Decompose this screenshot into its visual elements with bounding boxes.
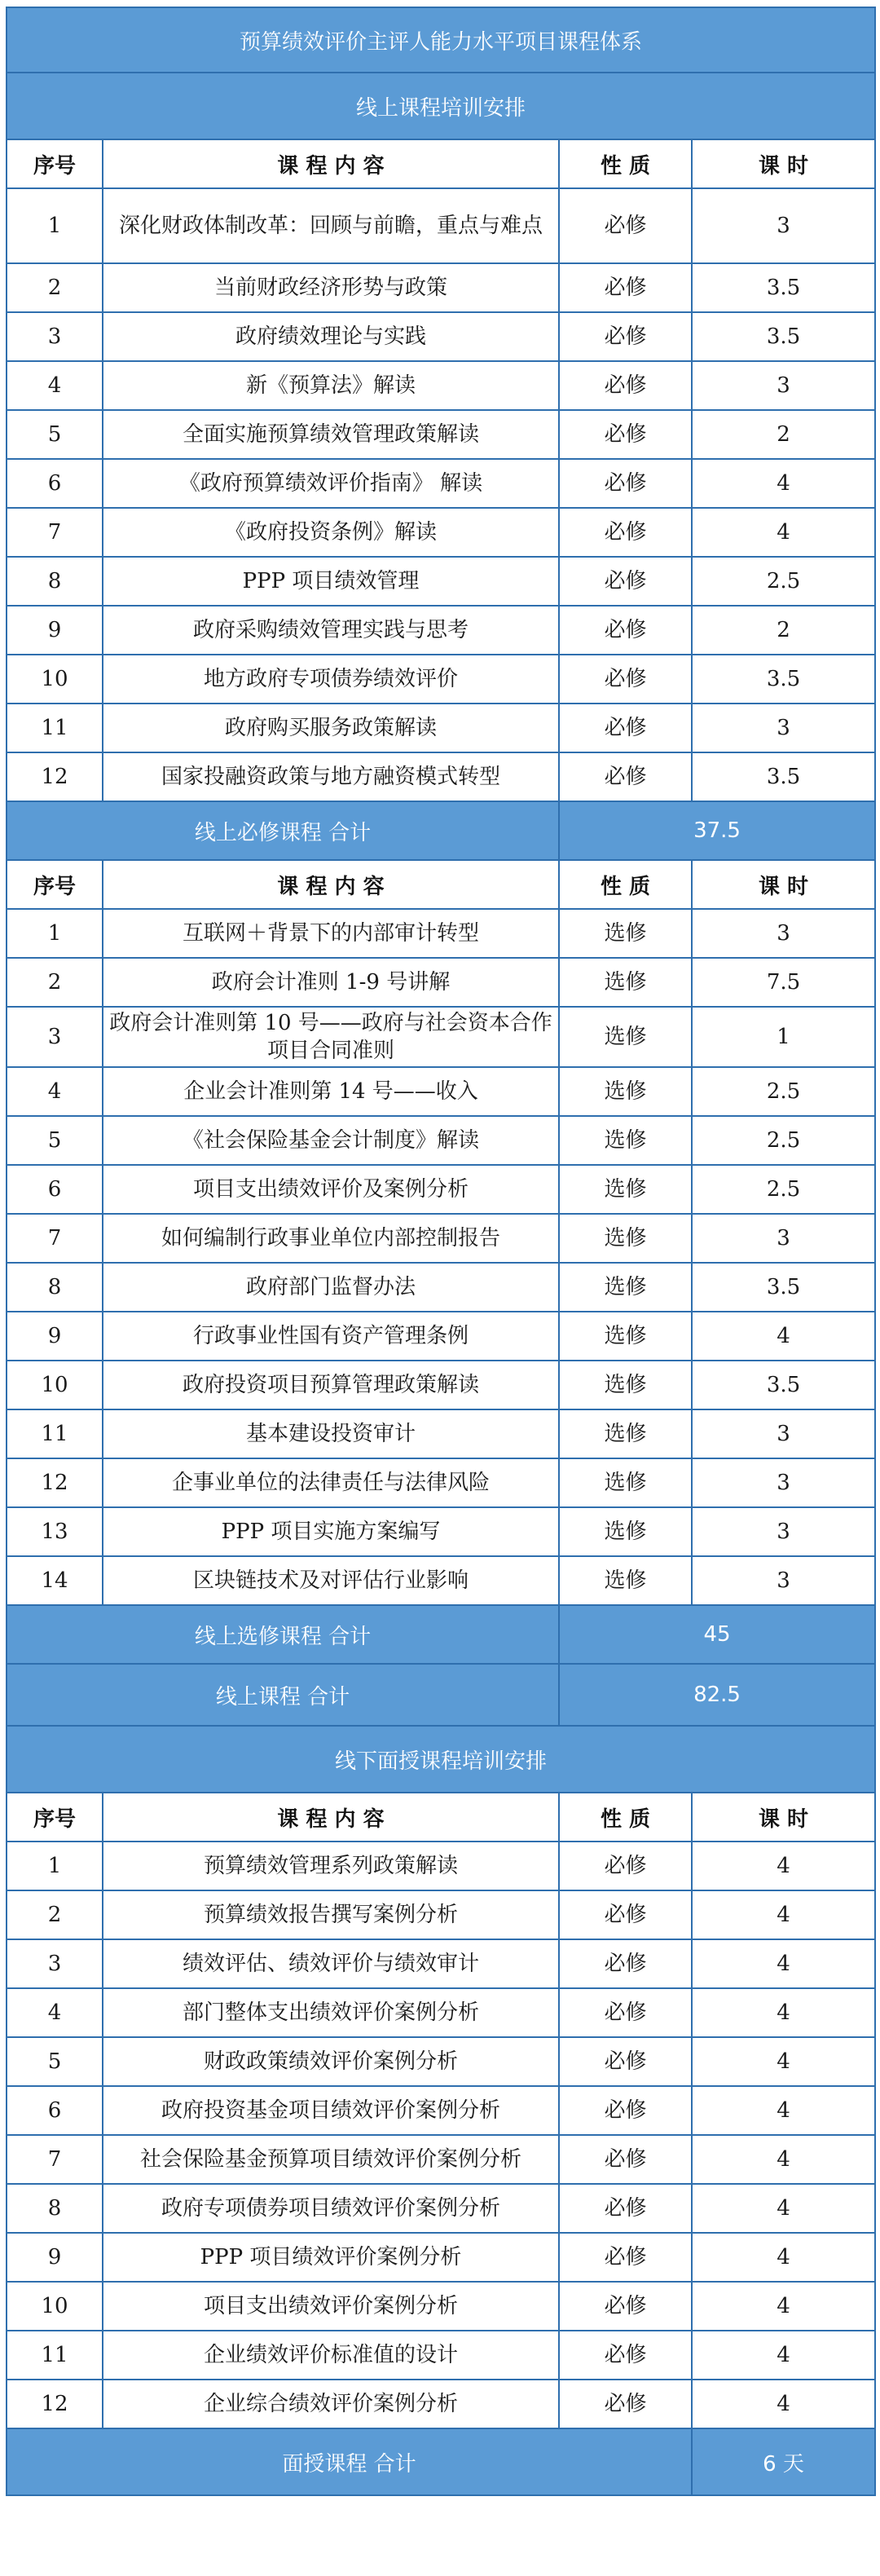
row-number: 9 — [7, 606, 103, 655]
row-course: 政府购买服务政策解读 — [103, 704, 559, 752]
row-course: 财政政策绩效评价案例分析 — [103, 2037, 559, 2086]
row-type: 必修 — [559, 2282, 692, 2331]
table-row — [7, 312, 875, 361]
row-number: 4 — [7, 1067, 103, 1116]
row-type: 选修 — [559, 1361, 692, 1409]
row-number: 11 — [7, 704, 103, 752]
row-course: 政府投资项目预算管理政策解读 — [103, 1361, 559, 1409]
header-no: 序号 — [7, 860, 103, 909]
online-section-title-row — [7, 73, 875, 139]
row-hours: 1 — [692, 1007, 875, 1067]
row-type: 必修 — [559, 1988, 692, 2037]
table-row — [7, 909, 875, 958]
header-type: 性 质 — [559, 139, 692, 188]
row-hours: 3.5 — [692, 312, 875, 361]
row-number: 4 — [7, 361, 103, 410]
header-hours: 课 时 — [692, 1793, 875, 1842]
course-table — [6, 7, 876, 2496]
row-hours: 4 — [692, 2037, 875, 2086]
table-row — [7, 1507, 875, 1556]
row-type: 必修 — [559, 704, 692, 752]
row-hours: 3 — [692, 909, 875, 958]
offline-total-row — [7, 2428, 875, 2495]
offline-total-label: 面授课程 合计 — [7, 2428, 692, 2495]
row-course: 互联网＋背景下的内部审计转型 — [103, 909, 559, 958]
row-type: 必修 — [559, 459, 692, 508]
row-type: 必修 — [559, 1890, 692, 1939]
row-number: 7 — [7, 508, 103, 557]
row-hours: 4 — [692, 1988, 875, 2037]
row-type: 必修 — [559, 361, 692, 410]
table-header-row — [7, 139, 875, 188]
row-number: 12 — [7, 1458, 103, 1507]
header-type: 性 质 — [559, 860, 692, 909]
row-type: 选修 — [559, 1312, 692, 1361]
table-row — [7, 2233, 875, 2282]
table-row — [7, 459, 875, 508]
row-hours: 3.5 — [692, 655, 875, 704]
table-row — [7, 1458, 875, 1507]
row-number: 8 — [7, 1263, 103, 1312]
offline-section-title: 线下面授课程培训安排 — [7, 1726, 875, 1793]
row-course: 政府绩效理论与实践 — [103, 312, 559, 361]
table-row — [7, 508, 875, 557]
row-number: 7 — [7, 1214, 103, 1263]
row-course: 行政事业性国有资产管理条例 — [103, 1312, 559, 1361]
online-required-total-value: 37.5 — [559, 801, 875, 860]
row-type: 必修 — [559, 557, 692, 606]
table-row — [7, 1312, 875, 1361]
row-course: 社会保险基金预算项目绩效评价案例分析 — [103, 2135, 559, 2184]
row-type: 必修 — [559, 2086, 692, 2135]
course-table-body — [7, 7, 875, 2495]
row-type: 必修 — [559, 1939, 692, 1988]
row-type: 必修 — [559, 2380, 692, 2428]
row-hours: 4 — [692, 2086, 875, 2135]
row-course: 当前财政经济形势与政策 — [103, 263, 559, 312]
online-total-row — [7, 1664, 875, 1726]
online-total-label: 线上课程 合计 — [7, 1664, 559, 1726]
row-type: 选修 — [559, 958, 692, 1007]
row-number: 6 — [7, 2086, 103, 2135]
online-total-value: 82.5 — [559, 1664, 875, 1726]
row-course: 《社会保险基金会计制度》解读 — [103, 1116, 559, 1165]
row-type: 必修 — [559, 2037, 692, 2086]
table-row — [7, 1214, 875, 1263]
header-course: 课 程 内 容 — [103, 139, 559, 188]
row-hours: 4 — [692, 2380, 875, 2428]
row-hours: 3.5 — [692, 1263, 875, 1312]
table-row — [7, 1165, 875, 1214]
table-row — [7, 2037, 875, 2086]
row-type: 必修 — [559, 2233, 692, 2282]
table-header-row — [7, 1793, 875, 1842]
row-course: 企业会计准则第 14 号——收入 — [103, 1067, 559, 1116]
row-type: 选修 — [559, 1458, 692, 1507]
row-type: 必修 — [559, 606, 692, 655]
row-hours: 4 — [692, 1939, 875, 1988]
row-number: 12 — [7, 752, 103, 801]
table-row — [7, 410, 875, 459]
row-hours: 3 — [692, 188, 875, 263]
row-number: 10 — [7, 655, 103, 704]
row-type: 选修 — [559, 1409, 692, 1458]
row-course: 基本建设投资审计 — [103, 1409, 559, 1458]
row-number: 14 — [7, 1556, 103, 1605]
row-course: 地方政府专项债券绩效评价 — [103, 655, 559, 704]
header-course: 课 程 内 容 — [103, 860, 559, 909]
row-hours: 3 — [692, 1556, 875, 1605]
row-number: 13 — [7, 1507, 103, 1556]
row-course: 国家投融资政策与地方融资模式转型 — [103, 752, 559, 801]
table-header-row — [7, 860, 875, 909]
row-course: 项目支出绩效评价及案例分析 — [103, 1165, 559, 1214]
row-number: 5 — [7, 2037, 103, 2086]
table-row — [7, 2184, 875, 2233]
header-hours: 课 时 — [692, 139, 875, 188]
row-course: 新《预算法》解读 — [103, 361, 559, 410]
row-number: 3 — [7, 1939, 103, 1988]
table-row — [7, 1409, 875, 1458]
row-hours: 4 — [692, 459, 875, 508]
row-hours: 4 — [692, 1890, 875, 1939]
row-number: 6 — [7, 459, 103, 508]
row-course: 企业绩效评价标准值的设计 — [103, 2331, 559, 2380]
row-course: 区块链技术及对评估行业影响 — [103, 1556, 559, 1605]
row-course: 企业综合绩效评价案例分析 — [103, 2380, 559, 2428]
row-course: 《政府投资条例》解读 — [103, 508, 559, 557]
row-hours: 3 — [692, 1507, 875, 1556]
row-type: 选修 — [559, 1007, 692, 1067]
row-hours: 2 — [692, 410, 875, 459]
row-course: 企事业单位的法律责任与法律风险 — [103, 1458, 559, 1507]
row-number: 7 — [7, 2135, 103, 2184]
table-row — [7, 188, 875, 263]
row-type: 必修 — [559, 508, 692, 557]
table-row — [7, 1116, 875, 1165]
row-type: 选修 — [559, 1263, 692, 1312]
row-number: 10 — [7, 1361, 103, 1409]
online-section-title: 线上课程培训安排 — [7, 73, 875, 139]
table-row — [7, 1890, 875, 1939]
table-row — [7, 1988, 875, 2037]
header-hours: 课 时 — [692, 860, 875, 909]
table-row — [7, 1361, 875, 1409]
row-number: 9 — [7, 2233, 103, 2282]
online-elective-total-label: 线上选修课程 合计 — [7, 1605, 559, 1664]
row-number: 2 — [7, 263, 103, 312]
row-type: 必修 — [559, 2184, 692, 2233]
table-row — [7, 2135, 875, 2184]
row-type: 选修 — [559, 1067, 692, 1116]
row-course: PPP 项目实施方案编写 — [103, 1507, 559, 1556]
offline-section-title-row — [7, 1726, 875, 1793]
row-type: 必修 — [559, 1842, 692, 1890]
header-course: 课 程 内 容 — [103, 1793, 559, 1842]
row-course: 政府采购绩效管理实践与思考 — [103, 606, 559, 655]
row-number: 8 — [7, 2184, 103, 2233]
row-hours: 2.5 — [692, 1116, 875, 1165]
row-hours: 4 — [692, 2282, 875, 2331]
table-row — [7, 1842, 875, 1890]
row-hours: 2.5 — [692, 1165, 875, 1214]
row-type: 必修 — [559, 2331, 692, 2380]
row-number: 1 — [7, 188, 103, 263]
online-required-total-label: 线上必修课程 合计 — [7, 801, 559, 860]
table-row — [7, 606, 875, 655]
header-no: 序号 — [7, 139, 103, 188]
table-row — [7, 557, 875, 606]
row-course: 绩效评估、绩效评价与绩效审计 — [103, 1939, 559, 1988]
row-hours: 4 — [692, 2233, 875, 2282]
row-hours: 4 — [692, 2184, 875, 2233]
row-hours: 3.5 — [692, 1361, 875, 1409]
title-row — [7, 7, 875, 73]
row-hours: 4 — [692, 2331, 875, 2380]
row-course: PPP 项目绩效管理 — [103, 557, 559, 606]
page-title: 预算绩效评价主评人能力水平项目课程体系 — [7, 7, 875, 73]
row-number: 11 — [7, 1409, 103, 1458]
row-hours: 4 — [692, 2135, 875, 2184]
row-course: 部门整体支出绩效评价案例分析 — [103, 1988, 559, 2037]
row-type: 必修 — [559, 752, 692, 801]
row-number: 5 — [7, 410, 103, 459]
table-row — [7, 1007, 875, 1067]
row-type: 选修 — [559, 1165, 692, 1214]
row-course: 政府会计准则第 10 号——政府与社会资本合作项目合同准则 — [103, 1007, 559, 1067]
row-type: 选修 — [559, 1214, 692, 1263]
online-elective-total-row — [7, 1605, 875, 1664]
row-hours: 4 — [692, 1842, 875, 1890]
row-hours: 3 — [692, 361, 875, 410]
header-no: 序号 — [7, 1793, 103, 1842]
row-hours: 2 — [692, 606, 875, 655]
row-type: 选修 — [559, 1507, 692, 1556]
row-number: 2 — [7, 1890, 103, 1939]
row-course: 深化财政体制改革：回顾与前瞻，重点与难点 — [103, 188, 559, 263]
table-row — [7, 2380, 875, 2428]
table-row — [7, 655, 875, 704]
offline-total-value: 6 天 — [692, 2428, 875, 2495]
header-type: 性 质 — [559, 1793, 692, 1842]
row-type: 必修 — [559, 188, 692, 263]
row-type: 必修 — [559, 2135, 692, 2184]
row-hours: 3.5 — [692, 263, 875, 312]
row-type: 必修 — [559, 655, 692, 704]
row-hours: 3 — [692, 704, 875, 752]
row-number: 3 — [7, 312, 103, 361]
table-row — [7, 1556, 875, 1605]
row-number: 5 — [7, 1116, 103, 1165]
row-number: 10 — [7, 2282, 103, 2331]
row-course: 政府投资基金项目绩效评价案例分析 — [103, 2086, 559, 2135]
table-row — [7, 1263, 875, 1312]
table-row — [7, 2086, 875, 2135]
row-course: 如何编制行政事业单位内部控制报告 — [103, 1214, 559, 1263]
table-row — [7, 2331, 875, 2380]
row-hours: 3 — [692, 1458, 875, 1507]
row-type: 选修 — [559, 1116, 692, 1165]
row-hours: 7.5 — [692, 958, 875, 1007]
table-row — [7, 361, 875, 410]
table-row — [7, 1939, 875, 1988]
row-number: 3 — [7, 1007, 103, 1067]
row-type: 选修 — [559, 909, 692, 958]
row-hours: 2.5 — [692, 1067, 875, 1116]
row-hours: 3 — [692, 1409, 875, 1458]
row-hours: 4 — [692, 508, 875, 557]
row-course: 全面实施预算绩效管理政策解读 — [103, 410, 559, 459]
table-row — [7, 704, 875, 752]
row-number: 6 — [7, 1165, 103, 1214]
online-elective-total-value: 45 — [559, 1605, 875, 1664]
row-type: 选修 — [559, 1556, 692, 1605]
row-course: 政府会计准则 1-9 号讲解 — [103, 958, 559, 1007]
row-type: 必修 — [559, 410, 692, 459]
row-course: 政府专项债券项目绩效评价案例分析 — [103, 2184, 559, 2233]
table-row — [7, 958, 875, 1007]
online-required-total-row — [7, 801, 875, 860]
row-hours: 4 — [692, 1312, 875, 1361]
row-number: 1 — [7, 909, 103, 958]
row-hours: 3 — [692, 1214, 875, 1263]
table-row — [7, 1067, 875, 1116]
row-number: 8 — [7, 557, 103, 606]
row-number: 11 — [7, 2331, 103, 2380]
row-number: 9 — [7, 1312, 103, 1361]
row-course: PPP 项目绩效评价案例分析 — [103, 2233, 559, 2282]
row-number: 2 — [7, 958, 103, 1007]
row-course: 预算绩效管理系列政策解读 — [103, 1842, 559, 1890]
table-row — [7, 2282, 875, 2331]
row-number: 4 — [7, 1988, 103, 2037]
row-course: 预算绩效报告撰写案例分析 — [103, 1890, 559, 1939]
row-course: 政府部门监督办法 — [103, 1263, 559, 1312]
row-number: 1 — [7, 1842, 103, 1890]
row-type: 必修 — [559, 312, 692, 361]
table-row — [7, 263, 875, 312]
row-type: 必修 — [559, 263, 692, 312]
row-course: 《政府预算绩效评价指南》 解读 — [103, 459, 559, 508]
row-hours: 2.5 — [692, 557, 875, 606]
row-course: 项目支出绩效评价案例分析 — [103, 2282, 559, 2331]
row-number: 12 — [7, 2380, 103, 2428]
table-row — [7, 752, 875, 801]
row-hours: 3.5 — [692, 752, 875, 801]
